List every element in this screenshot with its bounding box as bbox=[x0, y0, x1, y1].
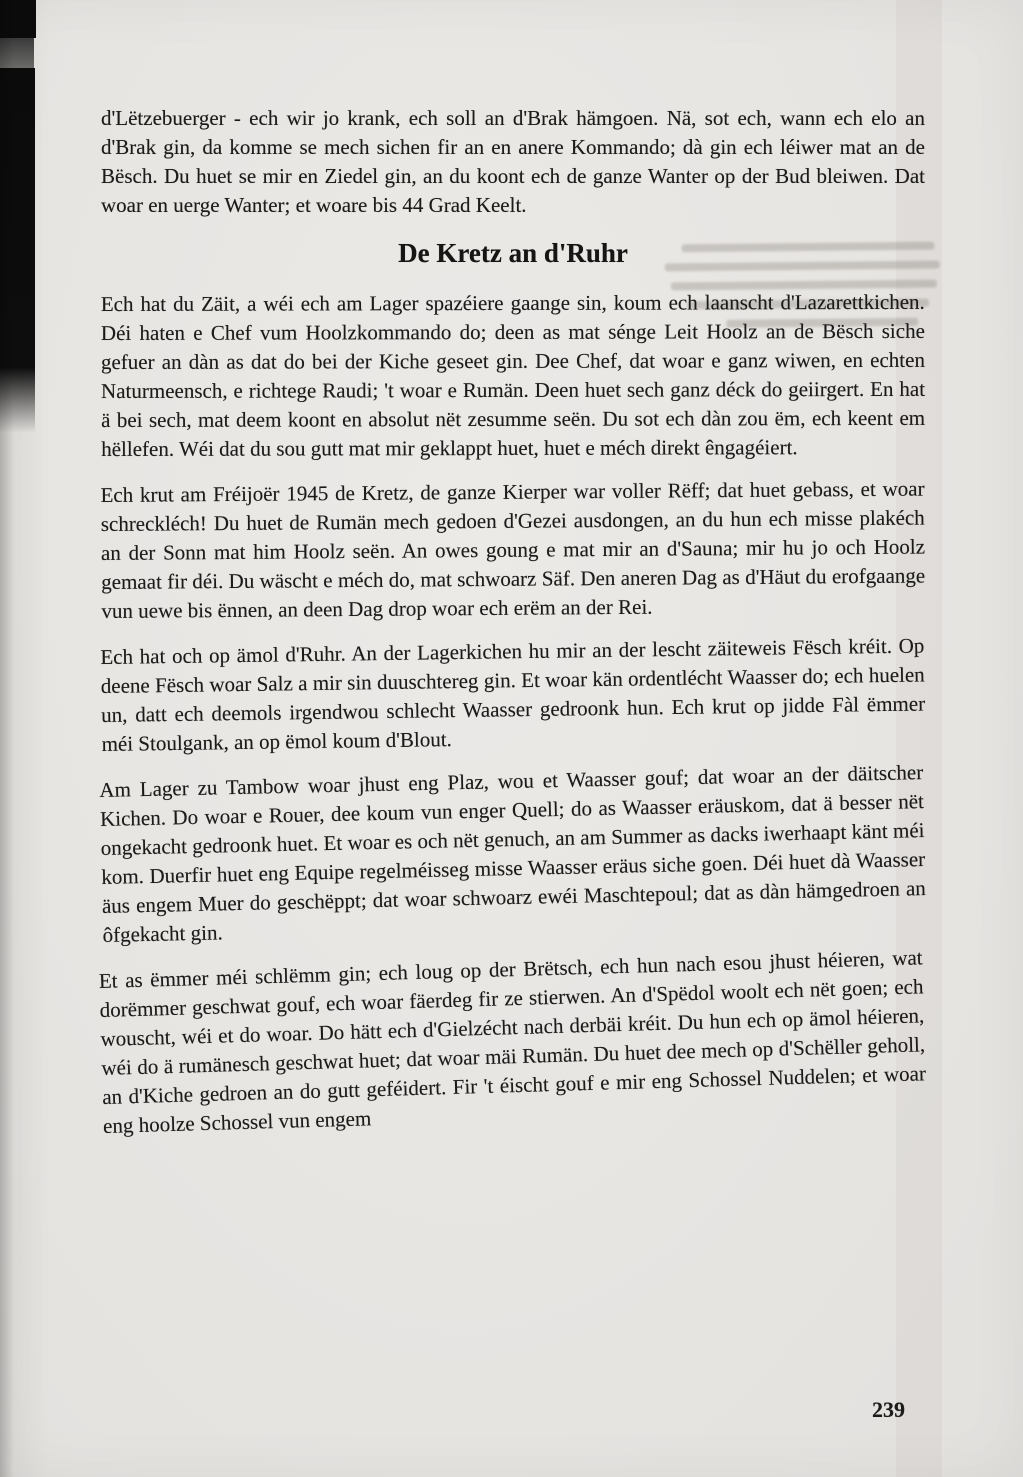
paragraph-4: Ech hat och op ämol d'Ruhr. An der Lagerkichen hu mir an der lescht zäiteweis Fësch kréit. Op deene Fësch woar Salz a mir sin duuschtereg gin. Et woar kän ordentlécht Waasser do; ech huelen un, datt ech deemols irgendwou schlecht Waasser gedroonk hun. Ech krut op jidde Fàl ëmmer méi Stoulgank, an op ëmol koum d'Blout. bbox=[100, 633, 926, 756]
paragraph-2: Ech hat du Zäit, a wéi ech am Lager spazéiere gaange sin, koum ech laanscht d'Lazarettkichen. Déi haten e Chef vum Hoolzkommando do; deen as mat sénge Leit Hoolz an de Bësch siche gefuer an dàn as dat do bei der Kiche geseet gin. Dee Chef, dat woar e ganz wiwen, en echten Naturmeensch, e richtege Raudi; 't woar e Rumän. Deen huet sech ganz déck do geiirgert. En hat ä bei sech, mat deem koont en absolut nët zesumme seën. Du sot ech dàn zou ëm, ech keent em hëllefen. Wéi dat du sou gutt mat mir geklappt huet, huet e méch direkt êngagéiert. bbox=[100, 289, 926, 461]
paragraph-5: Am Lager zu Tambow woar jhust eng Plaz, wou et Waasser gouf; dat woar an der däitscher Kichen. Do woar e Rouer, dee koum vun enger Quell; do as Waasser eräuskom, dat ä besser nët ongekacht gedroonk huet. Et woar es och nët genuch, an am Summer as dacks iwerhaapt känt méi kom. Duerfir huet eng Equipe regelméisseg misse Waasser eräus siche goen. Déi huet dà Waasser äus engem Muer do geschëppt; dat woar schwoarz ewéi Maschtepoul; dat as dàn hämgedroen an ôfgekacht gin. bbox=[99, 760, 927, 947]
paragraph-3: Ech krut am Fréijoër 1945 de Kretz, de ganze Kierper war voller Rëff; dat huet gebass, et woar schreckléch! Du huet de Rumän mech gedoen d'Gezei ausdongen, an du hun ech misse plakéch an der Sonn mat him Hoolz seën. An owes goung e mat mir an d'Sauna; mir hu jo och Hoolz gemaat fir déi. Du wäscht e méch do, mat schwoarz Säf. Den aneren Dag as d'Häut du erofgaange vun uewe bis ënnen, an deen Dag drop woar ech erëm an der Rei. bbox=[100, 476, 926, 623]
text-block bbox=[98, 104, 927, 1158]
paragraph-6: Et as ëmmer méi schlëmm gin; ech loug op der Brëtsch, ech hun nach esou jhust héieren, wat dorëmmer geschwat gouf, ech woar fäerdeg fir ze stierwen. An d'Spëdol woolt ech nët goen; ech wouscht, wéi et do woar. Do hätt ech d'Gielzécht nach derbäi kréit. Du hun ech op ämol héieren, wéi do ä rumänesch geschwat huet; dat woar mäi Rumän. Du huet dee mech op d'Schëller geholl, an d'Kiche gedroen an do gutt geféidert. Fir 't éischt gouf e mir eng Schossel Nuddelen; et woar eng hoolze Schossel vun engem bbox=[98, 945, 927, 1138]
paragraph-1: d'Lëtzebuerger - ech wir jo krank, ech soll an d'Brak hämgoen. Nä, sot ech, wann ech elo an d'Brak gin, da komme se mech sichen fir an en anere Kommando; dà gin ech léiwer mat an de Bësch. Du huet se mir en Ziedel gin, an du koont ech de ganze Wanter op der Bud bleiwen. Dat woar en uerge Wanter; et woare bis 44 Grad Keelt. bbox=[101, 106, 925, 217]
scan-left-edge-shadow bbox=[0, 0, 14, 1477]
chapter-heading: De Kretz an d'Ruhr bbox=[398, 238, 628, 268]
page-number: 239 bbox=[872, 1397, 905, 1422]
